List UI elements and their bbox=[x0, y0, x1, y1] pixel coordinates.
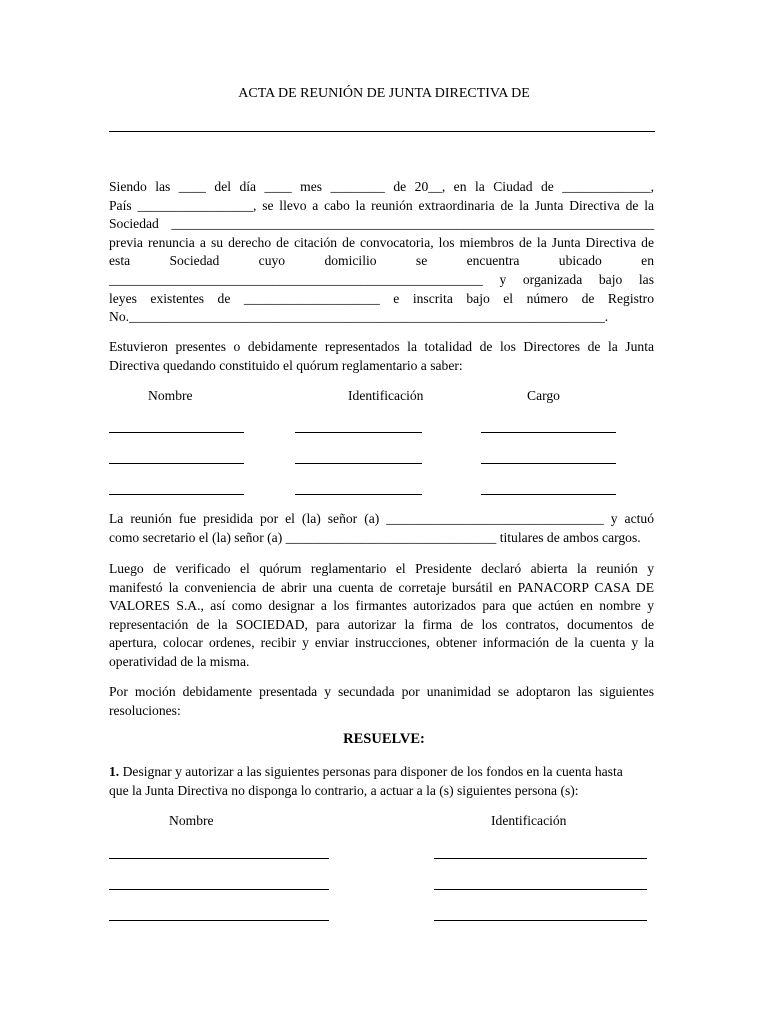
signer-id-blank bbox=[434, 889, 647, 890]
signer-name-blank bbox=[109, 920, 329, 921]
verification-paragraph bbox=[109, 560, 654, 672]
document-title: ACTA DE REUNIÓN DE JUNTA DIRECTIVA DE bbox=[238, 86, 530, 101]
intro-line: leyes existentes de ____________________ e inscrita bajo el número de Registro bbox=[109, 290, 654, 306]
intro-paragraph bbox=[109, 178, 654, 327]
resolution-line bbox=[109, 763, 654, 782]
intro-line: _______________________________________________________ y organizada bajo las bbox=[109, 271, 654, 287]
intro-line: esta Sociedad cuyo domicilio se encuentra ubicado en bbox=[109, 253, 654, 269]
verification-line: manifestó la conveniencia de abrir una cuenta de corretaje bursátil en PANACORP CASA DE bbox=[109, 579, 654, 595]
signer-id-blank bbox=[434, 858, 647, 859]
director-cargo-blank bbox=[481, 494, 616, 495]
resolution-text: Designar y autorizar a las siguientes personas para disponer de los fondos en la cuenta hasta bbox=[122, 764, 623, 779]
directors-header-identificacion: Identificación bbox=[348, 388, 424, 403]
director-name-blank bbox=[109, 432, 244, 433]
directors-header-nombre: Nombre bbox=[148, 388, 193, 403]
director-cargo-blank bbox=[481, 463, 616, 464]
signer-name-blank bbox=[109, 858, 329, 859]
motion-line: resoluciones: bbox=[109, 702, 181, 718]
director-id-blank bbox=[295, 432, 422, 433]
attendance-paragraph bbox=[109, 338, 654, 375]
verification-line: Luego de verificado el quórum reglamentario el Presidente declaró abierta la reunión y bbox=[109, 561, 654, 576]
motion-paragraph bbox=[109, 683, 654, 720]
director-id-blank bbox=[295, 463, 422, 464]
director-id-blank bbox=[295, 494, 422, 495]
resolution-item-1 bbox=[109, 763, 654, 800]
presided-paragraph bbox=[109, 510, 654, 547]
resolution-number: 1. bbox=[109, 764, 120, 779]
intro-line: Siendo las ____ del día ____ mes ________ de 20__, en la Ciudad de _____________, bbox=[109, 179, 654, 194]
attendance-line: Estuvieron presentes o debidamente representados la totalidad de los Directores de la Junta bbox=[109, 339, 654, 354]
director-cargo-blank bbox=[481, 432, 616, 433]
intro-line: No.______________________________________________________________________. bbox=[109, 309, 609, 325]
signer-name-blank bbox=[109, 889, 329, 890]
presided-line: como secretario el (la) señor (a) _______________________________ titulares de ambos cargos. bbox=[109, 529, 641, 545]
verification-line: operatividad de la misma. bbox=[109, 653, 250, 669]
signers-header-nombre: Nombre bbox=[169, 813, 214, 828]
company-name-blank-line bbox=[109, 131, 655, 132]
intro-line: País _________________, se llevo a cabo la reunión extraordinaria de la Junta Directiva de la bbox=[109, 197, 654, 213]
motion-line: Por moción debidamente presentada y secundada por unanimidad se adoptaron las siguientes bbox=[109, 684, 654, 699]
directors-header-cargo: Cargo bbox=[527, 388, 560, 403]
presided-line: La reunión fue presidida por el (la) señor (a) ________________________________ y actuó bbox=[109, 511, 654, 526]
verification-line: apertura, colocar ordenes, recibir y enviar instrucciones, obtener información de la cuenta y la bbox=[109, 635, 654, 651]
director-name-blank bbox=[109, 494, 244, 495]
intro-line: previa renuncia a su derecho de citación de convocatoria, los miembros de la Junta Directiva de bbox=[109, 234, 654, 250]
resuelve-heading: RESUELVE: bbox=[343, 731, 425, 747]
verification-line: representación de la SOCIEDAD, para autorizar la firma de los contratos, documentos de bbox=[109, 616, 654, 632]
intro-line: Sociedad _______________________________________________________________________ bbox=[109, 216, 654, 232]
attendance-line: Directiva quedando constituido el quórum reglamentario a saber: bbox=[109, 357, 463, 373]
verification-line: VALORES S.A., así como designar a los firmantes autorizados para que actúen en nombre y bbox=[109, 598, 654, 614]
resolution-line: que la Junta Directiva no disponga lo contrario, a actuar a la (s) siguientes persona (s): bbox=[109, 782, 579, 798]
director-name-blank bbox=[109, 463, 244, 464]
signers-header-identificacion: Identificación bbox=[491, 813, 567, 828]
signer-id-blank bbox=[434, 920, 647, 921]
